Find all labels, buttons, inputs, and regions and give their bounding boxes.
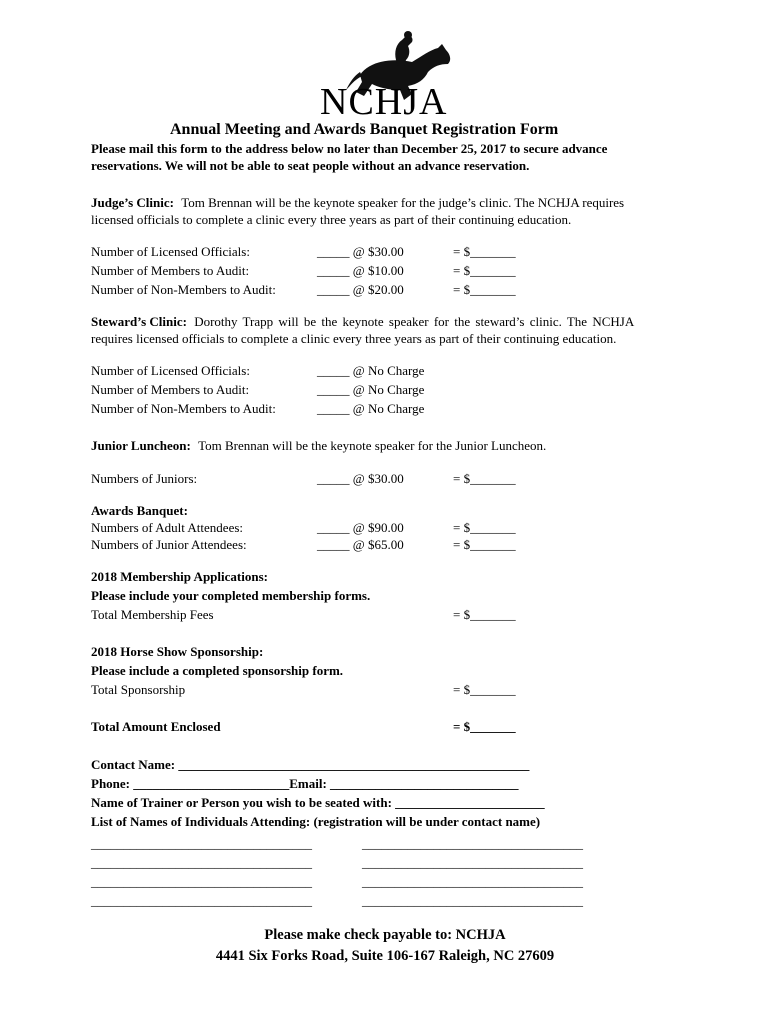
- attendee-blank-line[interactable]: __________________________________: [362, 855, 583, 870]
- sponsorship-label: Total Sponsorship: [91, 682, 186, 697]
- mailing-address: 4441 Six Forks Road, Suite 106-167 Raleigh, NC 27609: [215, 948, 555, 964]
- junior-luncheon-text: Tom Brennan will be the keynote speaker for the Junior Luncheon.: [198, 438, 547, 453]
- stewards-clinic-heading: Steward’s Clinic:: [91, 314, 187, 329]
- awards-row-price[interactable]: _____ @ $65.00: [317, 537, 404, 552]
- membership-note: Please include your completed membership forms.: [91, 588, 371, 603]
- judges-row-label: Number of Members to Audit:: [91, 263, 250, 278]
- trainer-field[interactable]: Name of Trainer or Person you wish to be seated with: _______________________: [91, 795, 545, 810]
- stewards-row-label: Number of Licensed Officials:: [91, 363, 250, 378]
- awards-row-label: Numbers of Adult Attendees:: [91, 520, 244, 535]
- judges-clinic-heading: Judge’s Clinic:: [91, 195, 174, 210]
- attendee-blank-line[interactable]: __________________________________: [362, 874, 583, 889]
- payable-to-line: Please make check payable to: NCHJA: [264, 927, 506, 943]
- judges-clinic-paragraph: [91, 195, 624, 211]
- awards-row-price[interactable]: _____ @ $90.00: [317, 520, 404, 535]
- total-enclosed-value[interactable]: = $_______: [453, 719, 516, 734]
- stewards-row-price[interactable]: _____ @ No Charge: [317, 382, 425, 397]
- judges-row-total[interactable]: = $_______: [453, 282, 516, 297]
- stewards-row-label: Number of Members to Audit:: [91, 382, 250, 397]
- awards-row-total[interactable]: = $_______: [453, 520, 516, 535]
- stewards-clinic-paragraph: [91, 314, 634, 330]
- logo-text: NCHJA: [320, 81, 448, 120]
- awards-row-total[interactable]: = $_______: [453, 537, 516, 552]
- form-title: Annual Meeting and Awards Banquet Registration Form: [170, 121, 559, 138]
- junior-luncheon-paragraph: [91, 438, 546, 454]
- membership-total[interactable]: = $_______: [453, 607, 516, 622]
- attendee-blank-line[interactable]: __________________________________: [91, 874, 312, 889]
- stewards-clinic-text-2: requires licensed officials to complete a clinic every three years as part of their continuing education.: [91, 331, 617, 346]
- stewards-row-label: Number of Non-Members to Audit:: [91, 401, 276, 416]
- stewards-clinic-text-1: Dorothy Trapp will be the keynote speaker for the steward’s clinic. The NCHJA: [194, 314, 635, 329]
- stewards-row-price[interactable]: _____ @ No Charge: [317, 401, 425, 416]
- stewards-row-price[interactable]: _____ @ No Charge: [317, 363, 425, 378]
- attendee-blank-line[interactable]: __________________________________: [91, 893, 312, 908]
- phone-email-field[interactable]: Phone: ________________________Email: _____________________________: [91, 776, 519, 791]
- awards-row-label: Numbers of Junior Attendees:: [91, 537, 247, 552]
- attendee-blank-line[interactable]: __________________________________: [362, 893, 583, 908]
- junior-luncheon-label: Numbers of Juniors:: [91, 471, 198, 486]
- sponsorship-heading: 2018 Horse Show Sponsorship:: [91, 644, 264, 659]
- judges-row-label: Number of Non-Members to Audit:: [91, 282, 276, 297]
- judges-row-label: Number of Licensed Officials:: [91, 244, 250, 259]
- intro-line-2: reservations. We will not be able to seat people without an advance reservation.: [91, 158, 530, 173]
- attendee-blank-line[interactable]: __________________________________: [91, 855, 312, 870]
- judges-row-total[interactable]: = $_______: [453, 263, 516, 278]
- total-enclosed-label: Total Amount Enclosed: [91, 719, 221, 734]
- judges-row-price[interactable]: _____ @ $20.00: [317, 282, 404, 297]
- contact-name-field[interactable]: Contact Name: ______________________________________________________: [91, 757, 530, 772]
- nchja-logo: [300, 30, 470, 120]
- attendee-blank-line[interactable]: __________________________________: [362, 836, 583, 851]
- awards-banquet-heading: Awards Banquet:: [91, 503, 188, 518]
- junior-luncheon-total[interactable]: = $_______: [453, 471, 516, 486]
- judges-clinic-text-1: Tom Brennan will be the keynote speaker for the judge’s clinic. The NCHJA requires: [181, 195, 625, 210]
- judges-row-total[interactable]: = $_______: [453, 244, 516, 259]
- intro-line-1: Please mail this form to the address below no later than December 25, 2017 to secure advance: [91, 141, 608, 156]
- judges-clinic-text-2: licensed officials to complete a clinic every three years as part of their continuing education.: [91, 212, 572, 227]
- junior-luncheon-heading: Junior Luncheon:: [91, 438, 191, 453]
- judges-row-price[interactable]: _____ @ $10.00: [317, 263, 404, 278]
- membership-heading: 2018 Membership Applications:: [91, 569, 268, 584]
- attendees-list-heading: List of Names of Individuals Attending: (registration will be under contact name): [91, 814, 541, 829]
- junior-luncheon-price[interactable]: _____ @ $30.00: [317, 471, 404, 486]
- attendee-blank-line[interactable]: __________________________________: [91, 836, 312, 851]
- sponsorship-total[interactable]: = $_______: [453, 682, 516, 697]
- judges-row-price[interactable]: _____ @ $30.00: [317, 244, 404, 259]
- sponsorship-note: Please include a completed sponsorship form.: [91, 663, 344, 678]
- membership-label: Total Membership Fees: [91, 607, 214, 622]
